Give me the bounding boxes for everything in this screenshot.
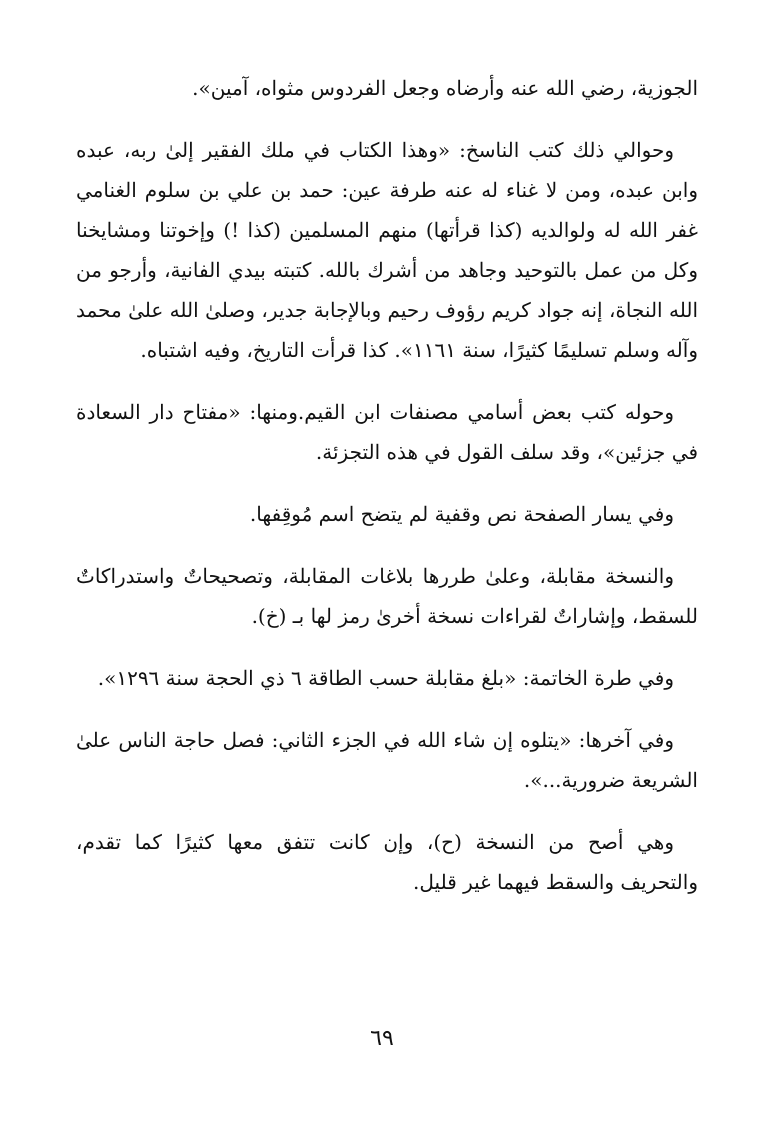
paragraph-5: والنسخة مقابلة، وعلىٰ طررها بلاغات المقابلة، وتصحيحاتٌ واستدراكاتٌ للسقط، وإشاراتٌ لقراءات نسخة أخرىٰ رمز لها بـ (خ). <box>76 564 698 628</box>
paragraph-3: وحوله كتب بعض أسامي مصنفات ابن القيم.ومنها: «مفتاح دار السعادة في جزئين»، وقد سلف القول في هذه التجزئة. <box>76 400 698 464</box>
paragraph-8: وهي أصح من النسخة (ح)، وإن كانت تتفق معها كثيرًا كما تقدم، والتحريف والسقط فيهما غير قليل. <box>76 830 698 894</box>
paragraph-1: الجوزية، رضي الله عنه وأرضاه وجعل الفردوس مثواه، آمين». <box>192 76 698 100</box>
body-text <box>76 68 698 924</box>
paragraph-6: وفي طرة الخاتمة: «بلغ مقابلة حسب الطاقة ٦ ذي الحجة سنة ١٢٩٦». <box>97 666 674 690</box>
paragraph-2: وحوالي ذلك كتب الناسخ: «وهذا الكتاب في ملك الفقير إلىٰ ربه، عبده وابن عبده، ومن لا غناء له عنه طرفة عين: حمد بن علي بن سلوم الغنامي غفر الله له ولوالديه (كذا قرأتها) منهم المسلمين (كذا !) وإخوتنا ومشايخنا وكل من عمل بالتوحيد وجاهد من أشرك بالله. كتبته بيدي الفانية، وأرجو من الله النجاة، إنه جواد كريم رؤوف رحيم وبالإجابة جدير، وصلىٰ الله علىٰ محمد وآله وسلم تسليمًا كثيرًا، سنة ١١٦١». كذا قرأت التاريخ، وفيه اشتباه. <box>76 138 698 362</box>
paragraph-4: وفي يسار الصفحة نص وقفية لم يتضح اسم مُوقِفها. <box>249 502 674 526</box>
page-number: ٦٩ <box>370 1026 394 1051</box>
paragraph-7: وفي آخرها: «يتلوه إن شاء الله في الجزء الثاني: فصل حاجة الناس علىٰ الشريعة ضرورية...». <box>76 728 698 792</box>
